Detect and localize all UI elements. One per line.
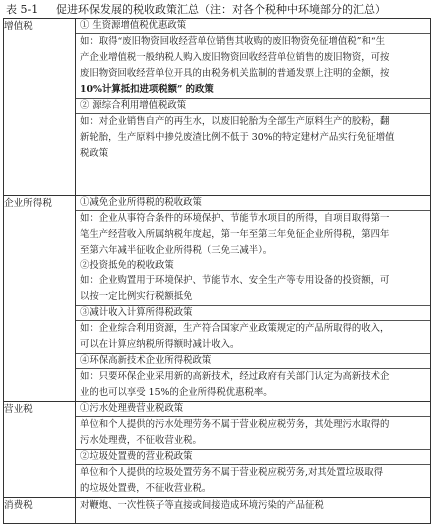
table-row xyxy=(4,19,431,196)
table-number: 表 5-1 xyxy=(6,3,39,16)
tax-type-cell: 企业所得税 xyxy=(4,196,76,402)
policy-title: ②垃圾处置费的营业税政策 xyxy=(76,449,430,465)
tax-type-cell: 消费税 xyxy=(4,498,76,524)
policy-text-line: 税政策 xyxy=(80,148,109,159)
policy-cell xyxy=(76,19,431,196)
policy-text-line: 业的也可以享受 15%的企业所得税优惠税率。 xyxy=(80,387,273,398)
policy-text-line: 的垃圾处置费，不征收营业税。 xyxy=(80,483,212,494)
policy-text-line: 如：企业从事符合条件的环境保护、节能节水项目的所得，自项目取得第一 xyxy=(80,213,390,224)
policy-cell xyxy=(76,196,431,402)
policy-text-line: 至第六年减半征收企业所得税（三免三减半）。 xyxy=(80,245,273,256)
policy-title: ①减免企业所得税的税收政策 xyxy=(76,196,430,211)
table-row xyxy=(4,196,431,402)
policy-text-line: 如：只要环保企业采用新的高新技术，经过政府有关部门认定为高新技术企 xyxy=(80,371,390,382)
policy-text-line: 如：取得“废旧物资回收经营单位销售其收购的废旧物资免征增值税”和“生 xyxy=(80,36,386,47)
policy-text-line: 单位和个人提供的污水处理劳务不属于营业税应税劳务，其处理污水取得的 xyxy=(80,419,390,430)
policy-text-line: 新轮胎，生产原料中掺兑废渣比例不低于 30%的特定建材产品实行免征增值 xyxy=(80,132,395,143)
policy-text-line: 可以在计算应纳税所得额时减计收入。 xyxy=(80,339,240,350)
policy-text-line: 以按一定比例实行税额抵免 xyxy=(80,291,193,302)
policy-text-line: 笔生产经营收入所属纳税年度起，第一年至第三年免征企业所得税，第四年 xyxy=(80,229,390,240)
policy-text-line: 如：企业综合利用资源，生产符合国家产业政策规定的产品所取得的收入， xyxy=(80,323,390,334)
policy-text-line: 废旧物资回收经营单位开具的由税务机关监制的普通发票上注明的金额，按 xyxy=(80,68,390,79)
tax-type-cell: 增值税 xyxy=(4,19,76,196)
policy-text-line: 10%计算抵扣进项税额” 的政策 xyxy=(80,84,214,95)
tax-type-cell: 营业税 xyxy=(4,402,76,498)
table-row xyxy=(4,498,431,524)
policy-text-line: 单位和个人提供的垃圾处置劳务不属于营业税应税劳务,对其处置垃圾取得 xyxy=(80,467,383,478)
policy-text-line: 如：企业购置用于环境保护、节能节水、安全生产等专用设备的投资额，可 xyxy=(80,275,390,286)
policy-title: ②投资抵免的税收政策 xyxy=(80,260,174,271)
policy-title: ② 源综合利用增值税政策 xyxy=(76,98,430,114)
policy-text-line: 污水处理费，不征收营业税。 xyxy=(80,435,202,446)
table-title: 促进环保发展的税收政策汇总（注：对各个税种中环境部分的汇总） xyxy=(56,3,386,16)
policy-title: ① 生资源增值税优惠政策 xyxy=(76,19,430,34)
table-caption xyxy=(6,2,430,18)
policy-title: ①污水处理费营业税政策 xyxy=(76,402,430,417)
policy-title: ④环保高新技术企业所得税政策 xyxy=(76,353,430,369)
policy-text-line: 产企业增值税一般纳税人购入废旧物资回收经营单位销售的废旧物资，可按 xyxy=(80,52,390,63)
policy-title: ③减计收入计算所得税政策 xyxy=(76,305,430,321)
policy-cell xyxy=(76,498,431,524)
policy-text-line: 对鞭炮、一次性筷子等直接或间接造成环境污染的产品征税 xyxy=(80,500,324,511)
table-row xyxy=(4,402,431,498)
policy-cell xyxy=(76,402,431,498)
tax-policy-table xyxy=(3,18,431,524)
policy-text-line: 如：对企业销售自产的再生水，以废旧轮胎为全部生产原料生产的胶粉，翻 xyxy=(80,116,390,127)
